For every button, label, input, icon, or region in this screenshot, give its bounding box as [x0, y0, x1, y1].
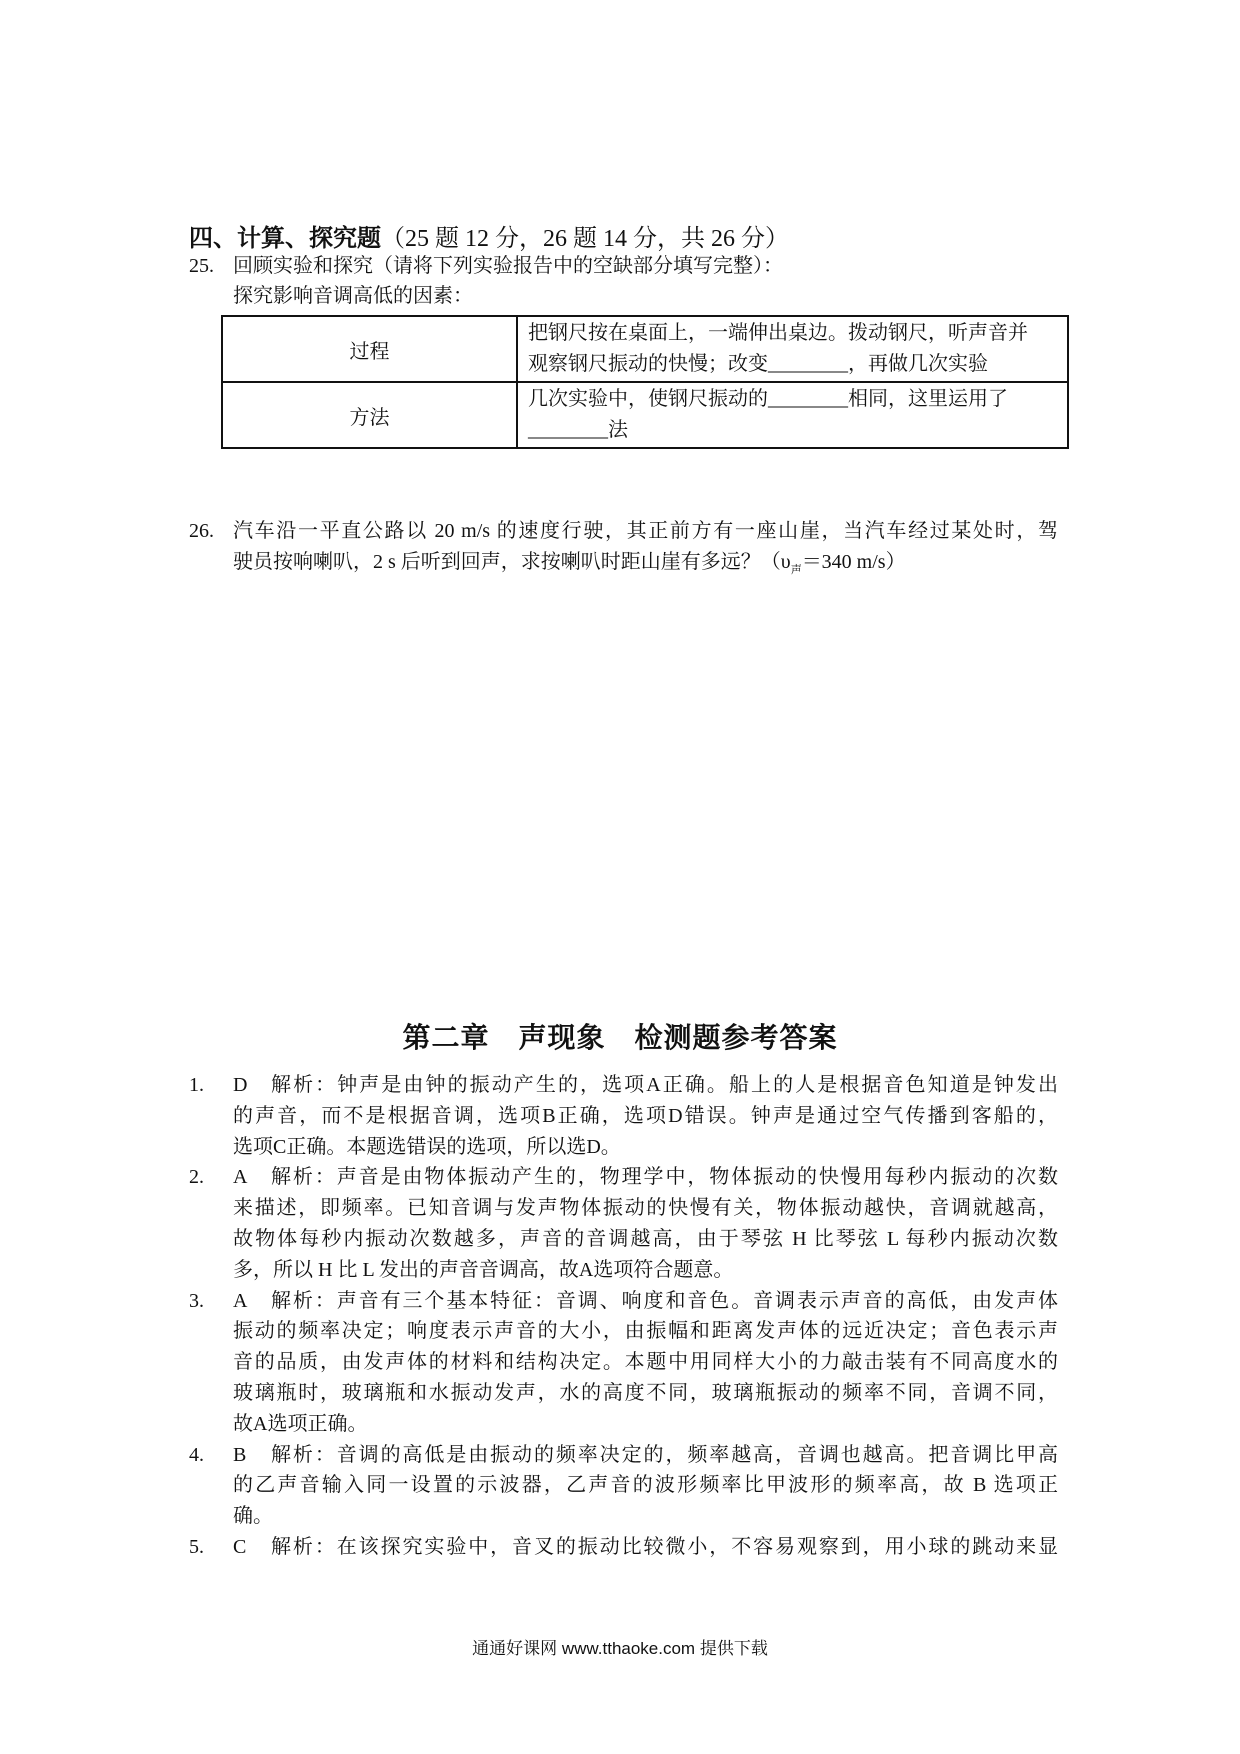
row-content: [517, 316, 1068, 382]
answer-line: 解析：音调的高低是由振动的频率决定的，频率越高，音调也越高。把音调比甲高: [271, 1443, 1058, 1466]
section-heading: [189, 218, 789, 253]
answer-number: 3.: [189, 1289, 204, 1312]
question-number: 25.: [189, 255, 214, 277]
question-subtitle: 探究影响音调高低的因素：: [233, 285, 473, 307]
answer-number: 4.: [189, 1443, 204, 1466]
experiment-report-table: [221, 315, 1069, 449]
answer-line: 的声音，而不是根据音调，选项B正确，选项D错误。钟声是通过空气传播到客船的，: [233, 1104, 1058, 1127]
answer-choice: C: [233, 1536, 247, 1558]
answer-choice: B: [233, 1443, 247, 1466]
answer-line: 故物体每秒内振动次数越多，声音的音调越高，由于琴弦 H 比琴弦 L 每秒内振动次数: [233, 1228, 1058, 1250]
row-line: 观察钢尺振动的快慢；改变________，再做几次实验: [528, 353, 988, 375]
answer-line: 音的品质，由发声体的材料和结构决定。本题中用同样大小的力敲击装有不同高度水的: [233, 1351, 1058, 1374]
answer-line: 的乙声音输入同一设置的示波器，乙声音的波形频率比甲波形的频率高，故 B 选项正: [233, 1474, 1058, 1497]
question-number: 26.: [189, 520, 214, 542]
row-line: ________法: [528, 419, 628, 441]
section-title: 四、计算、探究题: [189, 226, 381, 252]
answer-line: 确。: [233, 1505, 273, 1528]
answer-number: 5.: [189, 1536, 204, 1558]
answer-line: 玻璃瓶时，玻璃瓶和水振动发声，水的高度不同，玻璃瓶振动的频率不同，音调不同，: [233, 1382, 1058, 1404]
question-text-part: ＝340 m/s）: [801, 551, 906, 573]
row-label: 方法: [222, 382, 517, 448]
answer-line: 解析：在该探究实验中，音叉的振动比较微小，不容易观察到，用小球的跳动来显: [271, 1536, 1058, 1558]
table-row: [222, 316, 1068, 382]
answer-number: 2.: [189, 1166, 204, 1189]
footer-text: 通通好课网 www.tthaoke.com 提供下载: [472, 1639, 768, 1658]
question-text: 汽车沿一平直公路以 20 m/s 的速度行驶，其正前方有一座山崖，当汽车经过某处时，驾: [233, 520, 1058, 542]
answer-line: 选项C正确。本题选错误的选项，所以选D。: [233, 1135, 621, 1158]
answer-line: 解析：声音是由物体振动产生的，物理学中，物体振动的快慢用每秒内振动的次数: [271, 1166, 1058, 1189]
answer-line: 解析：钟声是由钟的振动产生的，选项A正确。船上的人是根据音色知道是钟发出: [271, 1074, 1058, 1096]
question-text-part: 驶员按响喇叭，2 s 后听到回声，求按喇叭时距山崖有多远？（υ: [233, 551, 791, 573]
table-row: [222, 382, 1068, 448]
answer-line: 来描述，即频率。已知音调与发声物体振动的快慢有关，物体振动越快，音调就越高，: [233, 1197, 1058, 1220]
answer-choice: D: [233, 1074, 248, 1096]
row-label: 过程: [222, 316, 517, 382]
row-line: 把钢尺按在桌面上，一端伸出桌边。拨动钢尺，听声音并: [528, 322, 1028, 344]
answer-line: 振动的频率决定；响度表示声音的大小，由振幅和距离发声体的远近决定；音色表示声: [233, 1320, 1058, 1343]
question-text: 回顾实验和探究（请将下列实验报告中的空缺部分填写完整）：: [233, 255, 783, 277]
row-content: [517, 382, 1068, 448]
subscript: 声: [790, 564, 802, 576]
section-points: （25 题 12 分，26 题 14 分，共 26 分）: [381, 226, 789, 252]
answer-choice: A: [233, 1289, 248, 1312]
answer-line: 解析：声音有三个基本特征：音调、响度和音色。音调表示声音的高低，由发声体: [271, 1289, 1058, 1312]
row-line: 几次实验中，使钢尺振动的________相同，这里运用了: [528, 388, 1008, 410]
answer-number: 1.: [189, 1074, 204, 1096]
answer-line: 多，所以 H 比 L 发出的声音音调高，故A选项符合题意。: [233, 1258, 734, 1281]
answer-choice: A: [233, 1166, 248, 1189]
answer-line: 故A选项正确。: [233, 1412, 368, 1435]
question-text: [233, 547, 1058, 578]
chapter-title: 第二章 声现象 检测题参考答案: [402, 1023, 838, 1054]
